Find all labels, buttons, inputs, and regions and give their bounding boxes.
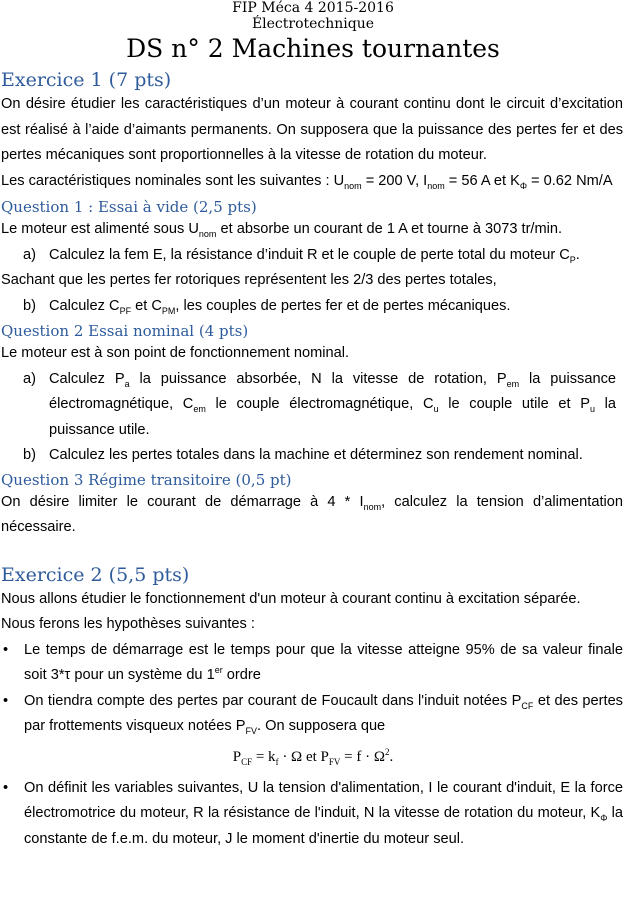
hypothesis-item-losses: • On tiendra compte des pertes par courant de Foucault dans l'induit notées $P_{CF}$ et des pertes par frottements visqueux notées $P_{FV}$. On supposera que [0,689,626,740]
question-1-item-b: b) Calculez $C_{PF}$ et $C_{PM}$, les couples de pertes fer et de pertes mécaniques. [23,297,511,316]
question-3-text: On désire limiter le courant de démarrage à $4 * I_{nom}$, calculez la tension d’alimentation nécessaire. [1,493,623,535]
hypothesis-item-variables: • On définit les variables suivantes, U la tension d'alimentation, I le courant d'induit, E la force électromotrice du moteur, R la résistance de l'induit, N la vitesse de rotation du moteur, $K_\Phi$ la constante de f.e.m. du moteur, J le moment d'inertie du moteur seul. [0,776,626,853]
exercise-1-intro: On désire étudier les caractéristiques d’un moteur à courant continu dont le circuit d’excitation est réalisé à l’aide d’aimants permanents. On supposera que la puissance des pertes fer et des pertes mécaniques sont proportionnelles à la vitesse de rotation du moteur. [1,96,623,163]
bullet-icon: • [3,641,9,658]
exercise-2-heading: Exercice 2 (5,5 pts) [1,563,190,586]
question-1-heading: Question 1 : Essai à vide (2,5 pts) [1,198,257,216]
exercise-2-intro: Nous allons étudier le fonctionnement d'un moteur à courant continu à excitation séparée. [1,590,581,607]
hypothesis-item-startup-time: • Le temps de démarrage est le temps pour que la vitesse atteigne 95% de sa valeur finale soit 3*τ pour un système du 1er ordre [0,638,626,689]
exercise-1-nominal-values: Les caractéristiques nominales sont les suivantes : $U_{nom} = 200$ V, $I_{nom} = 56$ A et $K_\Phi = 0.62$ Nm/A [1,172,613,191]
question-2-item-b: b) Calculez les pertes totales dans la machine et déterminez son rendement nominal. [23,447,583,463]
question-3-heading: Question 3 Régime transitoire (0,5 pt) [1,470,292,489]
loss-formula: $P_{CF} = k_f \cdot \Omega$ et $P_{FV} = f \cdot \Omega^2$. [232,746,394,767]
exercise-1-heading: Exercice 1 (7 pts) [1,69,172,91]
question-2-intro: Le moteur est à son point de fonctionnement nominal. [1,345,350,361]
exercise-2-hypotheses: Nous ferons les hypothèses suivantes : [1,616,255,632]
question-1-note: Sachant que les pertes fer rotoriques représentent les 2/3 des pertes totales, [1,272,497,288]
question-2-heading: Question 2 Essai nominal (4 pts) [1,322,249,340]
exam-title: DS n° 2 Machines tournantes [126,34,500,63]
course-header: FIP Méca 4 2015-2016 [232,0,394,16]
bullet-icon: • [3,692,9,709]
question-1-item-a: a) Calculez la fem E, la résistance d’induit R et le couple de perte total du moteur $C_P$. [23,246,580,265]
question-2-item-a: a) Calculez $P_a$ la puissance absorbée, N la vitesse de rotation, $P_{em}$ la puissance électromagnétique, $C_{em}$ le couple électromagnétique, $C_u$ le couple utile et $P_u$ la puissance utile. [23,370,616,438]
question-1-intro: Le moteur est alimenté sous $U_{nom}$ et absorbe un courant de 1 A et tourne à 3073 tr/min. [1,221,563,239]
bullet-icon: • [3,779,9,796]
subject-header: Électrotechnique [251,16,375,32]
